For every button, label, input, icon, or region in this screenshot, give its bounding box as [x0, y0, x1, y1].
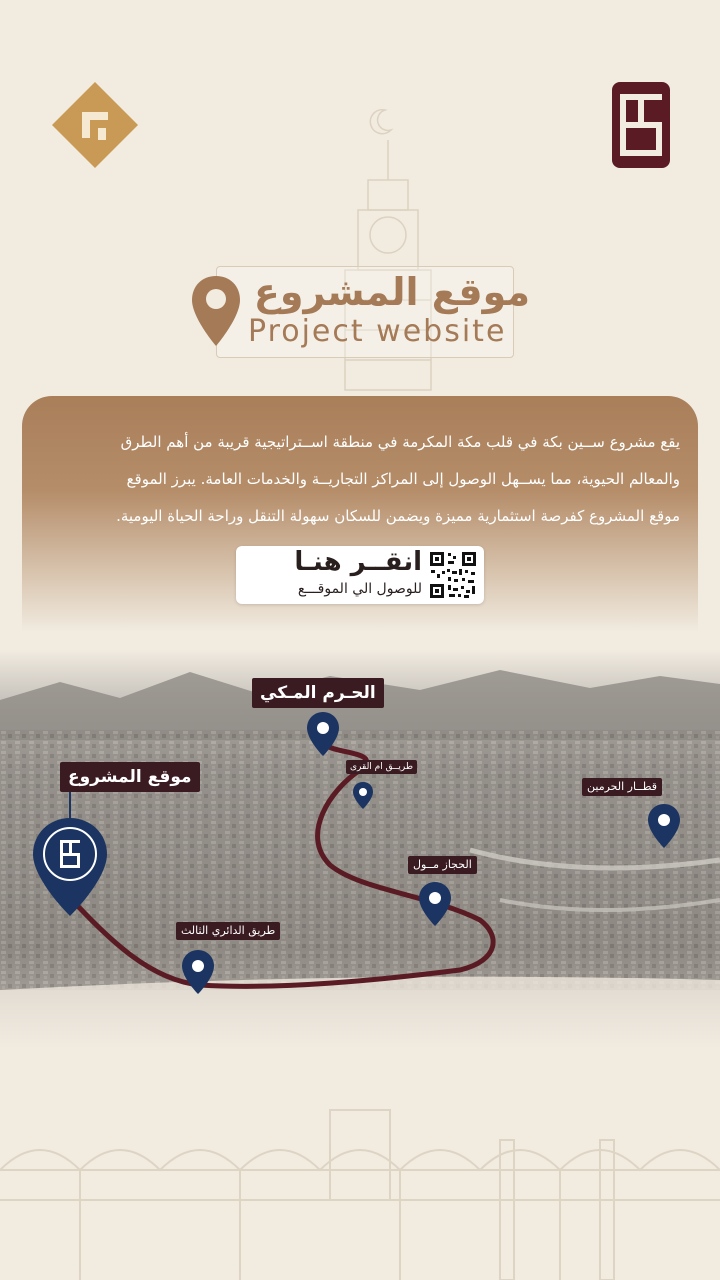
label-haramain-train: قطــار الحرمين — [582, 778, 662, 796]
label-haram: الحـرم المـكي — [252, 678, 384, 708]
cta-label[interactable]: انقــر هنـا — [294, 547, 422, 577]
location-map — [0, 650, 720, 1050]
description-line: موقع المشروع كفرصة استثمارية مميزة ويضمن للسكان سهولة التنقل وراحة الحياة اليومية. — [116, 507, 680, 525]
brand-logo-icon — [612, 82, 670, 168]
description-text — [40, 424, 680, 535]
description-line: والمعالم الحيوية، مما يســهل الوصول إلى المراكز التجاريــة والخدمات العامة. يبرز الموقع — [126, 470, 680, 488]
label-project-site: موقع المشروع — [60, 762, 200, 792]
cta-sublabel[interactable]: للوصول الي الموقـــع — [297, 581, 422, 597]
page-subtitle: Project website — [248, 314, 507, 349]
label-umm-al-qura: طريــق ام القرى — [346, 760, 417, 774]
bottom-decoration — [0, 1050, 720, 1280]
brand-logo-icon — [52, 82, 138, 168]
description-line: يقع مشروع ســين بكة في قلب مكة المكرمة في منطقة اســتراتيجية قريبة من أهم الطرق — [120, 433, 680, 451]
page-title: موقع المشروع — [253, 270, 530, 314]
label-hijaz-mall: الحجاز مــول — [408, 856, 477, 874]
label-third-ring: طريق الدائري الثالث — [176, 922, 280, 940]
qr-code-icon[interactable] — [428, 550, 478, 600]
location-pin-icon — [192, 276, 240, 346]
